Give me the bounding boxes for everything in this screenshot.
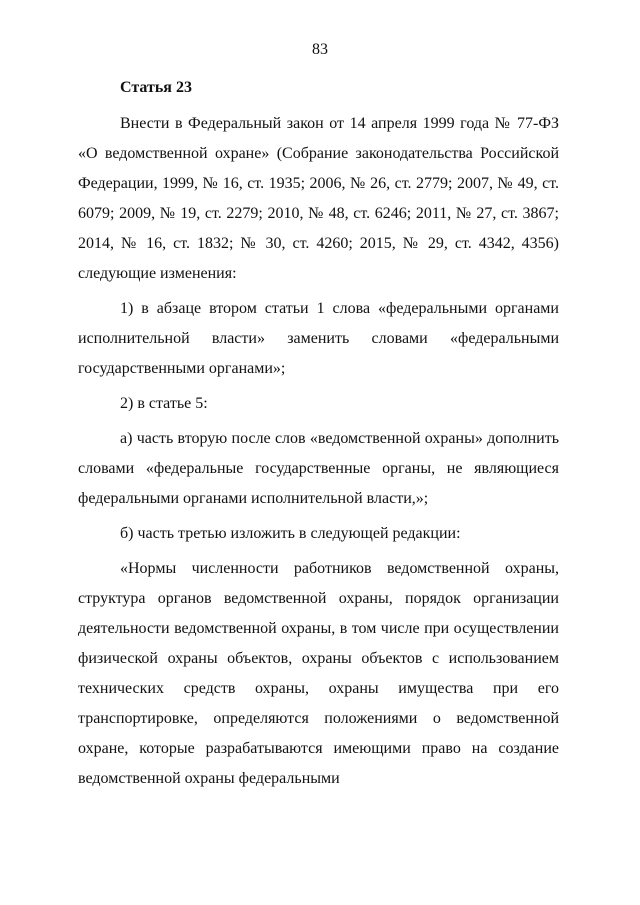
page-number: 83 [312,41,328,58]
paragraph-item-2a: а) часть вторую после слов «ведомственной охраны» дополнить словами «федеральные государственные органы, не являющиеся федеральными органами исполнительной власти,»; [78,430,559,507]
paragraph-quoted-text: «Нормы численности работников ведомственной охраны, структура органов ведомственной охраны, порядок организации деятельности ведомственной охраны, в том числе при осуществлении физической охраны объектов, охраны объектов с использованием технических средств охраны, охраны имущества при его транспортировке, определяются положениями о ведомственной охране, которые разрабатываются имеющими право на создание ведомственной охраны федеральными [78,560,559,787]
document-body [78,77,559,794]
paragraph-item-2: 2) в статье 5: [120,395,208,412]
paragraph-intro: Внести в Федеральный закон от 14 апреля 1999 года № 77-ФЗ «О ведомственной охране» (Собрание законодательства Российской Федерации, 1999, № 16, ст. 1935; 2006, № 26, ст. 2779; 2007, № 49, ст. 6079; 2009, № 19, ст. 2279; 2010, № 48, ст. 6246; 2011, № 27, ст. 3867; 2014, № 16, ст. 1832; № 30, ст. 4260; 2015, № 29, ст. 4342, 4356) следующие изменения: [78,115,559,282]
article-title: Статья 23 [120,79,192,96]
paragraph-item-2b: б) часть третью изложить в следующей редакции: [120,525,461,542]
paragraph-item-1: 1) в абзаце втором статьи 1 слова «федеральными органами исполнительной власти» заменить словами «федеральными государственными органами»; [78,300,559,377]
